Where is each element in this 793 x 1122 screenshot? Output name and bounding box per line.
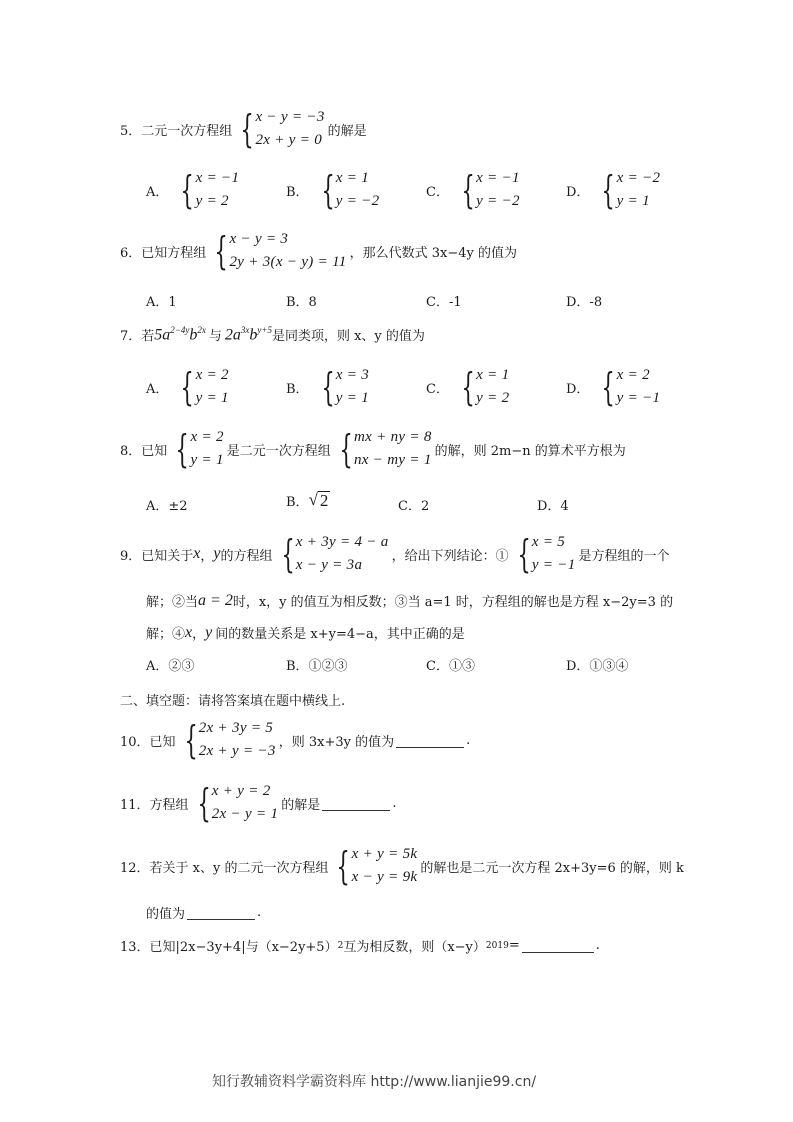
- q9-line2-math: a = 2: [198, 591, 233, 609]
- q8-option-a: A．±2: [146, 499, 188, 514]
- q6-prefix: 6．已知方程组: [120, 245, 207, 261]
- brace-icon: {: [601, 168, 616, 212]
- brace-icon: {: [461, 168, 475, 212]
- q5-prefix: 5．二元一次方程组: [120, 123, 233, 139]
- option-label: C．: [426, 184, 449, 200]
- sqrt-symbol: √ 2: [308, 490, 329, 510]
- question-12-stem: [120, 843, 684, 889]
- brace-icon: {: [461, 365, 475, 409]
- question-5-stem: [120, 106, 367, 152]
- q8-suffix: 的解，则 2m−n 的算术平方根为: [434, 443, 626, 459]
- q6-suffix: ，那么代数式 3x−4y 的值为: [349, 245, 517, 261]
- brace-icon: {: [321, 365, 335, 409]
- q8-prefix: 8．已知: [120, 443, 168, 459]
- q9-line2-suffix: 时，x，y 的值互为相反数；③当 a=1 时，方程组的解也是方程 x−2y=3 的: [232, 595, 674, 610]
- q9-sep: ，: [200, 548, 214, 564]
- option-eq1: x = 1: [476, 367, 510, 383]
- section-title: 二、填空题：请将答案填在题中横线上.: [120, 694, 346, 709]
- q8-sol1: x = 2: [190, 429, 224, 445]
- question-13-stem: [120, 936, 600, 955]
- answer-blank[interactable]: [522, 938, 594, 953]
- q8-option-b: [286, 490, 330, 510]
- option-eq1: x = −1: [476, 170, 520, 186]
- q5-eq2: 2x + y = 0: [255, 132, 323, 148]
- q9-eq1: x + 3y = 4 − a: [295, 534, 389, 550]
- option-label: C．: [426, 381, 449, 397]
- q9-var-x: x: [193, 545, 201, 562]
- option-label: D．: [566, 184, 590, 200]
- brace-icon: {: [517, 532, 531, 576]
- q9-line3-x: x: [185, 623, 193, 641]
- q11-eq1: x + y = 2: [211, 783, 271, 799]
- option-eq2: y = −2: [335, 193, 380, 209]
- brace-icon: {: [214, 229, 229, 273]
- q5-option-b: [286, 167, 382, 213]
- q12-end: .: [257, 905, 262, 920]
- q9-mid: 的方程组: [220, 548, 273, 564]
- q12-line-2: [146, 903, 261, 922]
- q6-option-d: D．-8: [566, 295, 603, 310]
- q11-end: .: [392, 795, 397, 811]
- q9-sol2: y = −1: [531, 557, 576, 573]
- option-eq2: y = −1: [616, 390, 661, 406]
- q8-eq2: nx − my = 1: [353, 452, 432, 468]
- brace-icon: {: [196, 781, 211, 825]
- option-label: A．: [146, 184, 169, 200]
- q5-option-d: [566, 167, 663, 213]
- option-eq2: y = 1: [335, 390, 370, 406]
- q7-term1: $5a^{2-4y}b^{2x}$: [154, 325, 206, 344]
- q9-line3-sep: ，: [192, 627, 206, 642]
- option-label: B．: [286, 494, 309, 510]
- q9-option-c: C．①③: [426, 659, 475, 674]
- question-10-stem: [120, 717, 470, 763]
- q8-option-d: D．4: [537, 499, 569, 514]
- q9-mid2: ，给出下列结论：①: [391, 548, 509, 564]
- q6-eq1: x − y = 3: [229, 231, 289, 247]
- q12-eq2: x − y = 9k: [351, 869, 418, 885]
- q8-eq1: mx + ny = 8: [353, 429, 432, 445]
- q9-prefix: 9．已知关于: [120, 548, 194, 564]
- q11-suffix: 的解是: [281, 797, 321, 813]
- q13-square: 2: [337, 940, 344, 951]
- q9-line3-prefix: 解；④: [146, 627, 186, 642]
- q7-mid: 与: [208, 329, 222, 345]
- q7-option-c: [426, 364, 512, 410]
- question-11-stem: [120, 780, 396, 826]
- option-label: B．: [286, 381, 309, 397]
- q5-option-c: [426, 167, 523, 213]
- q8-sol2: y = 1: [190, 452, 224, 468]
- q12-prefix: 12．若关于 x、y 的二元一次方程组: [120, 860, 329, 876]
- option-eq1: x = 2: [195, 367, 229, 383]
- q7-term2: $2a^{3x}b^{y+5}$: [224, 325, 272, 344]
- brace-icon: {: [280, 532, 295, 576]
- q5-eq1: x − y = −3: [255, 109, 325, 125]
- q13-stem-text: 13．已知|2x−3y+4|与（x−2y+5）: [120, 940, 338, 955]
- q10-eq2: 2x + y = −3: [198, 743, 276, 759]
- q11-prefix: 11．方程组: [120, 797, 189, 813]
- q10-suffix: ，则 3x+3y 的值为: [278, 734, 395, 750]
- q7-option-d: [566, 364, 663, 410]
- q9-line-2: [146, 591, 673, 610]
- q9-eq2: x − y = 3a: [295, 557, 363, 573]
- option-label: D．: [566, 381, 590, 397]
- option-eq2: y = 1: [616, 193, 650, 209]
- answer-blank[interactable]: [187, 905, 255, 920]
- q9-option-d: D．①③④: [566, 659, 629, 674]
- q9-line3-suffix: 间的数量关系是 x+y=4−a，其中正确的是: [215, 627, 465, 642]
- answer-blank[interactable]: [322, 796, 390, 811]
- q8-option-c: C．2: [398, 499, 430, 514]
- option-eq1: x = 3: [335, 367, 370, 383]
- question-6-stem: [120, 228, 517, 274]
- q7-prefix: 7．若: [120, 329, 155, 345]
- q13-end: .: [595, 938, 600, 953]
- q9-suffix: 是方程组的一个: [578, 548, 670, 564]
- question-9-stem: [120, 531, 670, 577]
- q7-option-b: [286, 364, 372, 410]
- option-eq2: y = 2: [476, 390, 510, 406]
- brace-icon: {: [601, 365, 616, 409]
- question-7-stem: [120, 325, 425, 344]
- option-label: B．: [286, 184, 309, 200]
- q9-sol1: x = 5: [531, 534, 566, 550]
- option-eq1: x = −2: [616, 170, 661, 186]
- q8-mid: 是二元一次方程组: [226, 443, 331, 459]
- q9-var-y: y: [213, 545, 221, 562]
- q9-option-a: A．②③: [146, 659, 195, 674]
- brace-icon: {: [175, 427, 190, 471]
- q12-suffix: 的解也是二元一次方程 2x+3y=6 的解，则 k: [420, 860, 684, 876]
- option-eq2: y = 1: [195, 390, 229, 406]
- brace-icon: {: [336, 844, 351, 888]
- q6-eq2: 2y + 3(x − y) = 11: [229, 254, 347, 270]
- brace-icon: {: [339, 427, 353, 471]
- option-eq2: y = 2: [195, 193, 229, 209]
- brace-icon: {: [321, 168, 335, 212]
- option-eq1: x = 2: [616, 367, 650, 383]
- q9-line3-y: y: [205, 623, 213, 641]
- brace-icon: {: [240, 107, 255, 151]
- answer-blank[interactable]: [396, 733, 464, 748]
- q9-line-3: [146, 623, 465, 642]
- q7-option-a: [146, 364, 232, 410]
- q5-suffix: 的解是: [327, 123, 367, 139]
- option-eq2: y = −2: [476, 193, 520, 209]
- q10-prefix: 10．已知: [120, 734, 176, 750]
- option-eq1: x = −1: [195, 170, 240, 186]
- q10-eq1: 2x + 3y = 5: [198, 720, 274, 736]
- footer-watermark: 知行教辅资料学霸资料库 http://www.lianjie99.cn/: [212, 1074, 537, 1090]
- q12-line2-prefix: 的值为: [146, 907, 186, 922]
- q6-option-b: B．8: [286, 295, 317, 310]
- q13-mid: 互为相反数，则（x−y）: [343, 940, 486, 955]
- option-eq1: x = 1: [335, 170, 370, 186]
- q11-eq2: 2x − y = 1: [211, 806, 279, 822]
- q6-option-c: C．-1: [426, 295, 462, 310]
- q13-exponent: 2019: [485, 940, 509, 951]
- q10-end: .: [466, 732, 471, 748]
- q9-line2-prefix: 解；②当: [146, 595, 199, 610]
- q9-option-b: B．①②③: [286, 659, 348, 674]
- q5-option-a: [146, 167, 242, 213]
- q5-system: [235, 106, 324, 152]
- q6-option-a: A．1: [146, 295, 177, 310]
- q12-eq1: x + y = 5k: [351, 846, 418, 862]
- brace-icon: {: [180, 365, 195, 409]
- brace-icon: {: [180, 168, 195, 212]
- q7-suffix: 是同类项，则 x、y 的值为: [271, 329, 425, 345]
- q13-eq: =: [508, 938, 520, 953]
- option-label: A．: [146, 381, 169, 397]
- question-8-stem: [120, 426, 626, 472]
- brace-icon: {: [183, 718, 198, 762]
